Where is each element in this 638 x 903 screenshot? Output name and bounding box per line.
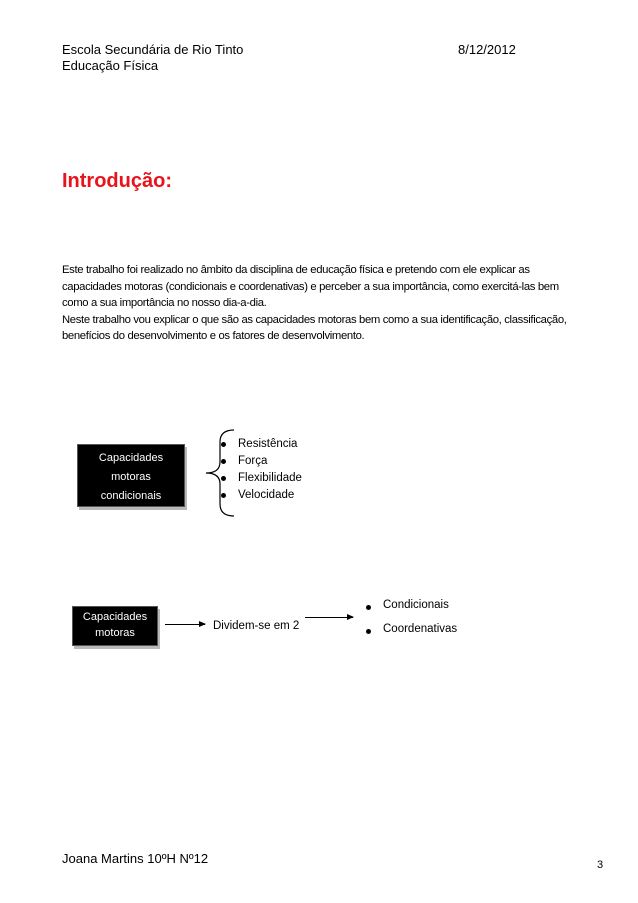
- page-number: 3: [597, 859, 604, 871]
- list-item: Condicionais: [363, 599, 457, 611]
- arrow-right-icon: [305, 617, 353, 618]
- condicionais-list: [218, 436, 302, 504]
- capacidades-motoras-box: [72, 606, 158, 646]
- header-subject: Educação Física: [62, 58, 159, 73]
- intro-text: [62, 262, 582, 345]
- capacidades-condicionais-box: [77, 444, 185, 507]
- list-item: Flexibilidade: [218, 470, 302, 487]
- tipos-list: [363, 599, 457, 635]
- list-item: Velocidade: [218, 487, 302, 504]
- intro-paragraph-1: Este trabalho foi realizado no âmbito da disciplina de educação física e pretendo com ele explicar as capacidades motoras (condicionais e coordenativas) e perceber a sua importância, como exercitá-las bem como a sua importância no nosso dia-a-dia.: [62, 264, 559, 309]
- arrow-right-icon: [165, 624, 205, 625]
- box-line: Capacidades: [82, 611, 148, 623]
- box-line: Capacidades: [98, 452, 164, 464]
- list-item: Coordenativas: [363, 623, 457, 635]
- intro-paragraph-2: Neste trabalho vou explicar o que são as capacidades motoras bem como a sua identificação, classificação, benefícios do desenvolvimento e os fatores de desenvolvimento.: [62, 313, 567, 342]
- list-item: Força: [218, 453, 302, 470]
- box-line: motoras: [111, 471, 151, 483]
- footer-author: Joana Martins 10ºH Nº12: [62, 851, 209, 866]
- box-line: motoras: [95, 627, 135, 639]
- dividem-label: Dividem-se em 2: [213, 620, 300, 632]
- section-title: Introdução:: [62, 170, 172, 192]
- list-item: Resistência: [218, 436, 302, 453]
- header-school: Escola Secundária de Rio Tinto: [62, 42, 244, 57]
- box-line: condicionais: [100, 490, 162, 502]
- header-date: 8/12/2012: [458, 42, 516, 57]
